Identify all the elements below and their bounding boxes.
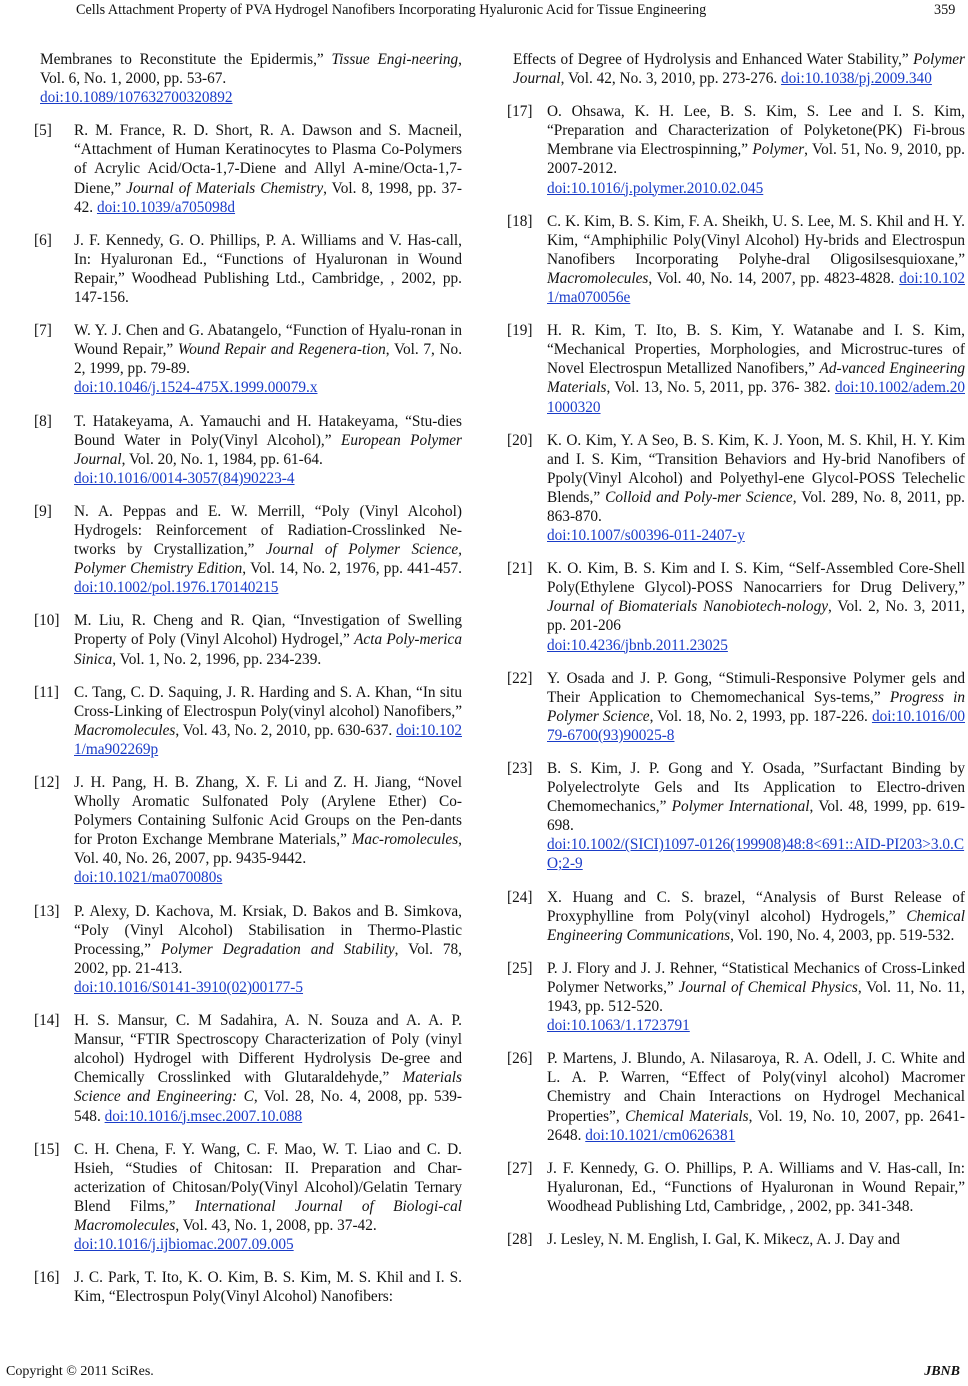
doi-link[interactable]: doi:10.1021/ma070056e: [547, 269, 965, 307]
reference-details: , Vol. 42, No. 3, 2010, pp. 273-276.: [560, 70, 781, 88]
running-title: Cells Attachment Property of PVA Hydrogel Nanofibers Incorporating Hyaluronic Acid for Tissue Engineering: [76, 2, 707, 18]
reference-entry: [34, 502, 462, 597]
reference-number: [24]: [507, 888, 533, 906]
reference-title: “Poly (Vinyl Alcohol) Hydrogels: Reinforcement of Radiation-Crosslinked Ne-tworks by Crystallization,”: [74, 502, 462, 559]
reference-number: [27]: [507, 1159, 533, 1177]
reference-source: Ad-vanced Engineering Materials: [547, 360, 965, 397]
reference-title: “Stu-dies Bound Water in Poly(Vinyl Alcohol),”: [74, 412, 462, 449]
reference-details: , Vol. 20, No. 1, 1984, pp. 61-64.: [121, 450, 323, 468]
reference-number: [6]: [34, 231, 52, 249]
reference-details: , Vol. 28, No. 4, 2008, pp. 539-548.: [74, 1088, 462, 1125]
reference-title: “Self-Assembled Core-Shell Poly(Ethylene Glycol)-POSS Nanocarriers for Drug Delivery,”: [547, 560, 965, 597]
journal-abbrev: JBNB: [924, 1364, 960, 1379]
reference-number: [28]: [507, 1230, 533, 1248]
reference-title: In: Hyaluronan Ed., “Functions of Hyaluronan in Wound Repair,” Woodhead Publishing Ltd., Cambridge, , 2002, pp. 147-156.: [74, 250, 462, 307]
reference-title: ”Surfactant Binding by Polyelectrolyte Gels and Its Application to Electro-driven Chemomechanics,”: [547, 760, 965, 816]
reference-details: , Vol. 289, No. 8, 2011, pp. 863-870.: [547, 488, 965, 525]
reference-number: [23]: [507, 760, 533, 777]
reference-number: [18]: [507, 212, 533, 230]
reference-number: [22]: [507, 669, 533, 687]
reference-entry: [507, 1159, 965, 1216]
reference-entry: [34, 1140, 462, 1255]
reference-authors: H. S. Mansur, C. M Sadahira, A. N. Souza and A. A. P. Mansur,: [74, 1012, 462, 1049]
page-number: 359: [934, 2, 956, 18]
page-footer: [0, 1362, 968, 1386]
reference-title: “Amphiphilic Poly(Vinyl Alcohol) Hy-brids and Electrospun Nanofibers Incorporating Polyhe-dral Oligosilsesquioxane,”: [547, 231, 965, 268]
reference-source: Chemical Materials: [625, 1107, 749, 1125]
reference-title: “FTIR Spectroscopy Characterization of Poly (vinyl alcohol) Hydrogel with Different Hydrolysis De-gree and Chemically Crosslinked with Glutaraldehyde,”: [74, 1031, 462, 1087]
reference-authors: K. O. Kim, Y. A Seo, B. S. Kim, K. J. Yoon, M. S. Khil, H. Y. Kim and I. S. Kim,: [547, 431, 965, 468]
reference-authors: B. S. Kim, J. P. Gong and Y. Osada,: [547, 760, 814, 777]
reference-details: , Vol. 78, 2002, pp. 21-413.: [74, 940, 462, 977]
reference-details: , Vol. 51, No. 9, 2010, pp. 2007-2012.: [547, 141, 965, 178]
reference-title: “Statistical Mechanics of Cross-Linked Polymer Networks,”: [547, 959, 965, 996]
reference-entry: [507, 212, 965, 307]
reference-title: “In situ Cross-Linking of Electrospun Poly(vinyl alcohol) Nanofibers,”: [74, 683, 462, 720]
reference-entry: [507, 50, 965, 88]
reference-authors: M. Liu, R. Cheng and R. Qian,: [74, 612, 294, 630]
reference-details: , Vol. 6, No. 1, 2000, pp. 53-67.: [40, 51, 462, 88]
reference-number: [11]: [34, 683, 59, 701]
reference-source: International Journal of Biologi-cal Macromolecules: [74, 1197, 462, 1234]
doi-link[interactable]: doi:10.1016/S0141-3910(02)00177-5: [74, 978, 304, 996]
reference-details: , Vol. 19, No. 10, 2007, pp. 2641-2648.: [547, 1107, 965, 1144]
reference-title: “Effect of Poly(vinyl alcohol) Macromer Chemistry and Chain Interactions on Hydrogel Mechanical Properties”,: [547, 1069, 965, 1125]
reference-source: Journal of Chemical Physics: [678, 978, 858, 996]
reference-details: , Vol. 190, No. 4, 2003, pp. 519-532.: [730, 926, 955, 944]
reference-number: [10]: [34, 612, 60, 630]
reference-source: Polymer International: [671, 798, 810, 816]
reference-title: “Poly (Vinyl Alcohol) Stabilisation in Thermo-Plastic Processing,”: [74, 921, 462, 958]
reference-entry: [34, 321, 462, 397]
reference-authors: N. A. Peppas and E. W. Merrill,: [74, 502, 315, 520]
reference-source: Journal of Biomaterials Nanobiotech-nology: [547, 598, 829, 616]
running-header: [0, 0, 968, 26]
reference-authors: P. Alexy, D. Kachova, M. Krsiak, D. Bakos and B. Simkova,: [74, 902, 462, 920]
reference-number: [20]: [507, 431, 533, 449]
reference-number: [17]: [507, 103, 533, 121]
reference-authors: T. Hatakeyama, A. Yamauchi and H. Hatakeyama,: [74, 412, 406, 430]
doi-link[interactable]: doi:10.1002/pol.1976.170140215: [74, 579, 279, 597]
reference-authors: K. O. Kim, B. S. Kim and I. S. Kim,: [547, 560, 789, 578]
reference-entry: [34, 611, 462, 668]
reference-title: Membranes to Reconstitute the Epidermis,”: [40, 51, 332, 68]
doi-link[interactable]: doi:10.1039/a705098d: [96, 198, 236, 216]
right-column: [507, 50, 965, 1263]
reference-details: , Vol. 14, No. 2, 1976, pp. 441-457.: [242, 560, 462, 578]
reference-source: Polymer: [752, 141, 805, 159]
doi-link[interactable]: doi:10.1016/j.ijbiomac.2007.09.005: [74, 1236, 294, 1254]
reference-title: “Attachment of Human Keratinocytes to Plasma Co-Polymers of Acrylic Acid/Octa-1,7-Diene and Allyl A-mine/Octa-1,7-Diene,”: [74, 141, 462, 197]
doi-link[interactable]: doi:10.1016/j.polymer.2010.02.045: [547, 179, 764, 197]
reference-authors: W. Y. J. Chen and G. Abatangelo,: [74, 322, 286, 340]
reference-number: [8]: [34, 412, 52, 430]
reference-source: Macromolecules: [547, 269, 649, 287]
reference-authors: J. H. Pang, H. B. Zhang, X. F. Li and Z. H. Jiang,: [74, 774, 418, 791]
reference-entry: [34, 412, 462, 488]
reference-source: Progress in Polymer Science: [547, 688, 965, 725]
reference-authors: J. Lesley, N. M. English, I. Gal, K. Mikecz, A. J. Day and: [547, 1230, 900, 1248]
reference-source: Wound Repair and Regenera-tion: [177, 341, 386, 359]
reference-entry: [507, 669, 965, 745]
reference-details: , Vol. 48, 1999, pp. 619-698.: [547, 798, 965, 835]
left-column: [34, 50, 462, 1320]
reference-entry: [507, 102, 965, 197]
reference-number: [26]: [507, 1050, 533, 1068]
reference-source: Journal of Polymer Science, Polymer Chemistry Edition: [74, 541, 462, 578]
doi-link[interactable]: doi:10.1016/j.msec.2007.10.088: [104, 1107, 303, 1125]
reference-details: , Vol. 8, 1998, pp. 37-42.: [74, 179, 462, 216]
reference-entry: [507, 1230, 965, 1249]
reference-entry: [34, 121, 462, 216]
doi-link[interactable]: doi:10.1016/0014-3057(84)90223-4: [74, 469, 295, 487]
reference-authors: J. C. Park, T. Ito, K. O. Kim, B. S. Kim, M. S. Khil and I. S. Kim,: [74, 1269, 462, 1306]
reference-title: Effects of Degree of Hydrolysis and Enhanced Water Stability,”: [513, 51, 914, 68]
doi-link[interactable]: doi:10.1063/1.1723791: [547, 1017, 690, 1035]
doi-link[interactable]: doi:10.1007/s00396-011-2407-y: [547, 527, 745, 545]
reference-title: “Preparation and Characterization of Polyketone(PK) Fi-brous Membrane via Electrospinning,”: [547, 122, 965, 159]
doi-link[interactable]: doi:10.1016/0079-6700(93)90025-8: [547, 707, 965, 744]
reference-details: , Vol. 11, No. 11, 1943, pp. 512-520.: [547, 978, 966, 1016]
doi-link[interactable]: doi:10.1038/pj.2009.340: [781, 70, 932, 88]
doi-link[interactable]: doi:10.1089/107632700320892: [40, 89, 233, 107]
reference-source: Polymer Degradation and Stability: [160, 940, 395, 958]
reference-authors: H. R. Kim, T. Ito, B. S. Kim, Y. Watanabe and I. S. Kim,: [547, 322, 965, 340]
reference-title: In: Hyaluronan, Ed., “Functions of Hyaluronan in Wound Repair,” Woodhead Publishing Ltd, Cambridge, , 2002, pp. 341-348.: [547, 1159, 965, 1215]
reference-details: , Vol. 18, No. 2, 1993, pp. 187-226.: [649, 707, 872, 725]
reference-source: Acta Poly-merica Sinica: [74, 631, 462, 668]
reference-details: , Vol. 43, No. 1, 2008, pp. 37-42.: [175, 1216, 377, 1234]
reference-source: Chemical Engineering Communications: [547, 907, 965, 944]
reference-number: [5]: [34, 122, 52, 140]
reference-title: “Transition Behaviors and Hy-brid Nanofibers of Ppoly(Vinyl Alcohol) and Polyethyl-ene Glycol-POSS Telechelic Blends,”: [547, 450, 966, 506]
reference-authors: P. J. Flory and J. J. Rehner,: [547, 959, 722, 977]
reference-title: “Mechanical Properties, Morphologies, and Microstruc-tures of Novel Electrospun Metallized Nanofibers,”: [547, 341, 965, 378]
doi-link[interactable]: doi:10.1002/adem.201000320: [547, 379, 965, 416]
reference-source: Tissue Engi-neering: [331, 51, 459, 68]
reference-title: “Stimuli-Responsive Polymer gels and Their Application to Chemomechanical Sys-tems,”: [547, 669, 965, 706]
doi-link[interactable]: doi:10.1002/(SICI)1097-0126(199908)48:8<691::AID-PI203>3.0.CO;2-9: [547, 836, 965, 873]
reference-details: , Vol. 7, No. 2, 1999, pp. 79-89.: [74, 341, 463, 378]
reference-authors: X. Huang and C. S. brazel,: [547, 888, 756, 906]
reference-entry: [507, 1049, 965, 1144]
reference-source: European Polymer Journal: [74, 431, 462, 468]
reference-number: [21]: [507, 560, 533, 578]
reference-number: [9]: [34, 502, 52, 520]
reference-details: , Vol. 1, No. 2, 1996, pp. 234-239.: [112, 650, 322, 668]
reference-entry: [34, 1268, 462, 1306]
reference-details: , Vol. 2, No. 3, 2011, pp. 201-206: [547, 598, 965, 635]
reference-source: Colloid and Poly-mer Science: [605, 488, 793, 506]
reference-number: [14]: [34, 1012, 60, 1030]
reference-number: [16]: [34, 1269, 60, 1287]
doi-link[interactable]: doi:10.1021/cm0626381: [585, 1126, 736, 1144]
reference-authors: C. Tang, C. D. Saquing, J. R. Harding and S. A. Khan,: [74, 683, 417, 701]
reference-details: , Vol. 13, No. 5, 2011, pp. 376- 382.: [606, 379, 835, 397]
reference-source: Journal of Materials Chemistry: [126, 179, 324, 197]
reference-entry: [34, 50, 462, 107]
reference-title: “Electrospun Poly(Vinyl Alcohol) Nanofibers:: [108, 1288, 393, 1306]
reference-entry: [507, 431, 965, 546]
doi-link[interactable]: doi:10.1046/j.1524-475X.1999.00079.x: [74, 379, 318, 397]
reference-details: , Vol. 40, No. 14, 2007, pp. 4823-4828.: [648, 269, 900, 287]
reference-title: “Analysis of Burst Release of Proxyphylline from Poly(vinyl alcohol) Hydrogels,”: [547, 888, 965, 925]
reference-entry: [507, 559, 965, 654]
reference-title: “Investigation of Swelling Property of Poly (Vinyl Alcohol) Hydrogel,”: [74, 612, 462, 649]
reference-authors: R. M. France, R. D. Short, R. A. Dawson and S. Macneil,: [74, 122, 462, 140]
reference-title: “Studies of Chitosan: II. Preparation and Char-acterization of Chitosan/Poly(Vinyl Alcohol)/Gelatin Ternary Blend Films,”: [74, 1159, 462, 1215]
reference-number: [15]: [34, 1140, 60, 1158]
copyright-notice: Copyright © 2011 SciRes.: [6, 1364, 154, 1379]
reference-source: Materials Science and Engineering: C: [74, 1069, 462, 1106]
doi-link[interactable]: doi:10.4236/jbnb.2011.23025: [547, 636, 728, 654]
reference-entry: [507, 959, 965, 1035]
reference-source: Macromolecules: [74, 721, 176, 739]
reference-authors: P. Martens, J. Blundo, A. Nilasaroya, R. A. Odell, J. C. White and L. A. P. Warren,: [547, 1050, 965, 1087]
reference-number: [7]: [34, 322, 52, 340]
doi-link[interactable]: doi:10.1021/ma070080s: [74, 869, 223, 887]
reference-entry: [34, 683, 462, 759]
reference-source: Polymer Journal: [513, 51, 965, 88]
reference-entry: [507, 888, 965, 945]
reference-authors: C. K. Kim, B. S. Kim, F. A. Sheikh, U. S. Lee, M. S. Khil and H. Y. Kim,: [547, 212, 965, 249]
reference-details: , Vol. 40, No. 26, 2007, pp. 9435-9442.: [74, 831, 462, 868]
reference-entry: [34, 231, 462, 307]
reference-source: Mac-romolecules: [351, 831, 459, 849]
reference-number: [19]: [507, 322, 533, 340]
doi-link[interactable]: doi:10.1021/ma902269p: [74, 721, 462, 758]
reference-entry: [34, 773, 462, 888]
reference-number: [12]: [34, 774, 60, 791]
reference-authors: Y. Osada and J. P. Gong,: [547, 669, 719, 687]
reference-authors: C. H. Chena, F. Y. Wang, C. F. Mao, W. T. Liao and C. D. Hsieh,: [74, 1140, 462, 1177]
reference-number: [25]: [507, 959, 533, 977]
reference-authors: J. F. Kennedy, G. O. Phillips, P. A. Williams and V. Has-call,: [74, 231, 462, 249]
reference-entry: [34, 902, 462, 997]
reference-entry: [507, 759, 965, 874]
reference-authors: O. Ohsawa, K. H. Lee, B. S. Kim, S. Lee and I. S. Kim,: [547, 103, 965, 121]
reference-title: “Function of Hyalu-ronan in Wound Repair,”: [74, 322, 462, 359]
reference-entry: [507, 321, 965, 416]
reference-entry: [34, 1011, 462, 1126]
reference-authors: J. F. Kennedy, G. O. Phillips, P. A. Williams and V. Has-call,: [547, 1159, 948, 1177]
reference-details: , Vol. 43, No. 2, 2010, pp. 630-637.: [175, 721, 397, 739]
reference-title: “Novel Wholly Aromatic Sulfonated Poly (Arylene Ether) Co-Polymers Containing Sulfonic Acid Groups on the Pen-dants for Proton Exchange Membrane Materials,”: [74, 774, 462, 849]
reference-number: [13]: [34, 902, 60, 920]
